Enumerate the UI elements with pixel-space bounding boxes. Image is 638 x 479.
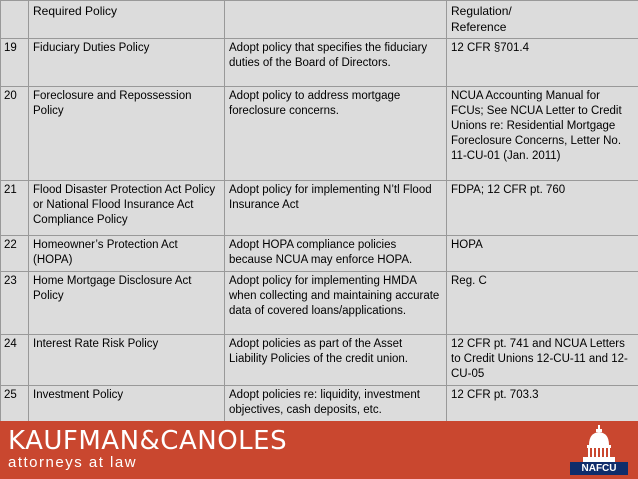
row-action: Adopt policy that specifies the fiduciary duties of the Board of Directors. xyxy=(225,39,447,87)
table-row xyxy=(1,386,638,422)
row-reference: FDPA; 12 CFR pt. 760 xyxy=(447,181,638,236)
logo-tagline: attorneys at law xyxy=(8,454,138,471)
row-reference: 12 CFR §701.4 xyxy=(447,39,638,87)
header-regulation-reference-text: Regulation/ Reference xyxy=(451,4,512,34)
row-number: 23 xyxy=(1,272,29,335)
row-action: Adopt policies as part of the Asset Liability Policies of the credit union. xyxy=(225,335,447,386)
row-policy: Fiduciary Duties Policy xyxy=(29,39,225,87)
row-policy: Home Mortgage Disclosure Act Policy xyxy=(29,272,225,335)
row-action: Adopt policy for implementing HMDA when collecting and maintaining accurate data of covered loans/applications. xyxy=(225,272,447,335)
row-policy: Foreclosure and Repossession Policy xyxy=(29,87,225,181)
table-header-row xyxy=(1,1,638,39)
row-reference: NCUA Accounting Manual for FCUs; See NCUA Letter to Credit Unions re: Residential Mortgage Foreclosure Concerns, Letter No. 11-CU-01 (Jan. 2011) xyxy=(447,87,638,181)
footer-band xyxy=(0,421,638,479)
row-reference: 12 CFR pt. 741 and NCUA Letters to Credit Unions 12-CU-11 and 12-CU-05 xyxy=(447,335,638,386)
row-reference: 12 CFR pt. 703.3 xyxy=(447,386,638,422)
header-regulation-reference xyxy=(447,1,638,39)
table-row xyxy=(1,335,638,386)
header-number xyxy=(1,1,29,39)
table-row xyxy=(1,272,638,335)
table-row xyxy=(1,181,638,236)
nafcu-logo-text: NAFCU xyxy=(570,462,628,475)
row-number: 20 xyxy=(1,87,29,181)
kaufman-canoles-logo: KAUFMAN&CANOLES xyxy=(8,426,288,456)
row-number: 22 xyxy=(1,236,29,272)
row-action: Adopt policies re: liquidity, investment objectives, cash deposits, etc. xyxy=(225,386,447,422)
row-number: 24 xyxy=(1,335,29,386)
row-number: 25 xyxy=(1,386,29,422)
row-action: Adopt policy to address mortgage foreclosure concerns. xyxy=(225,87,447,181)
row-policy: Interest Rate Risk Policy xyxy=(29,335,225,386)
table-row xyxy=(1,87,638,181)
table-row xyxy=(1,39,638,87)
row-policy: Investment Policy xyxy=(29,386,225,422)
capitol-dome-icon xyxy=(579,425,619,462)
table-row xyxy=(1,236,638,272)
header-required-policy: Required Policy xyxy=(29,1,225,39)
header-action xyxy=(225,1,447,39)
row-policy: Homeowner’s Protection Act (HOPA) xyxy=(29,236,225,272)
row-reference: Reg. C xyxy=(447,272,638,335)
row-policy: Flood Disaster Protection Act Policy or National Flood Insurance Act Compliance Policy xyxy=(29,181,225,236)
row-action: Adopt HOPA compliance policies because NCUA may enforce HOPA. xyxy=(225,236,447,272)
row-reference: HOPA xyxy=(447,236,638,272)
nafcu-logo xyxy=(570,425,628,475)
row-number: 21 xyxy=(1,181,29,236)
row-number: 19 xyxy=(1,39,29,87)
row-action: Adopt policy for implementing N’tl Flood Insurance Act xyxy=(225,181,447,236)
